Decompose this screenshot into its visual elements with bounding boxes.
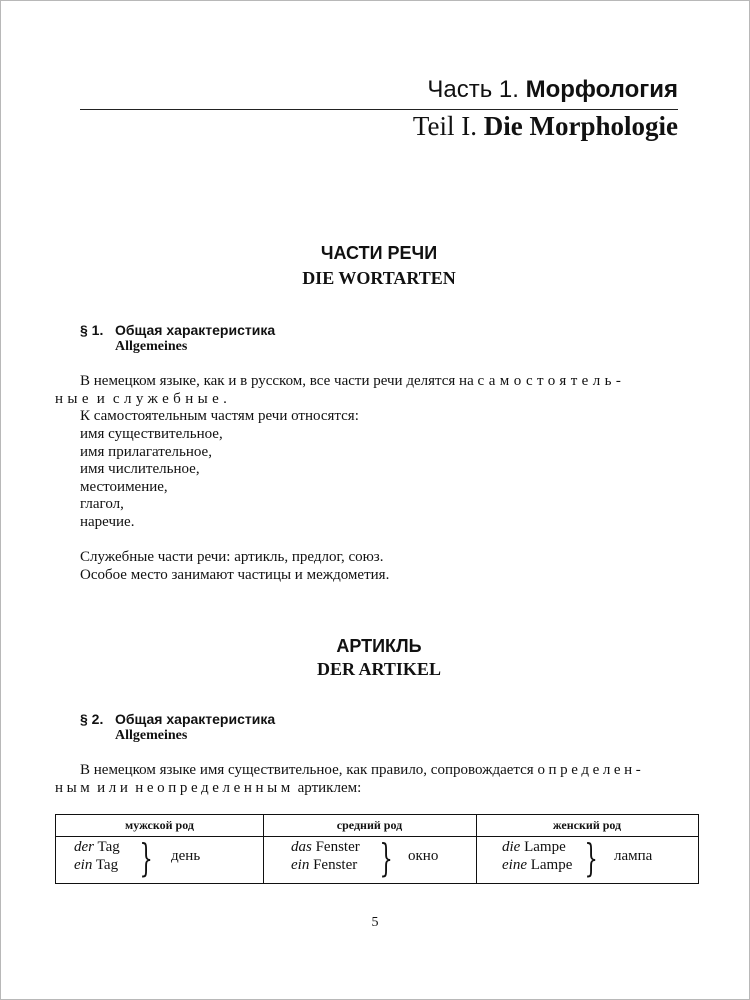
- header-neuter: средний род: [336, 818, 403, 832]
- fem-brace: }: [584, 836, 598, 880]
- list-item: имя числительное,: [80, 461, 200, 477]
- list-item: имя существительное,: [80, 426, 223, 442]
- neut-def-noun: Fenster: [315, 839, 360, 855]
- masc-brace: }: [139, 836, 153, 880]
- fem-def-noun: Lampe: [524, 839, 566, 855]
- section2-line2: [55, 780, 361, 798]
- part-title-de: [413, 111, 678, 142]
- paragraph1-line2-emph2: служебные: [112, 391, 224, 407]
- neut-def-article: das: [291, 839, 312, 855]
- paragraph4: Особое место занимают частицы и междометия.: [80, 567, 390, 583]
- paragraph2-number: § 2.: [80, 711, 104, 727]
- part-title-ru: [427, 76, 678, 104]
- header-feminine: женский род: [552, 818, 622, 832]
- neut-definite: [291, 839, 360, 856]
- masc-def-article: der: [74, 839, 94, 855]
- paragraph1-subtitle: Allgemeines: [115, 339, 188, 354]
- section2-line1-text: В немецком языке имя существительное, как правило, сопровождается: [80, 762, 534, 778]
- paragraph1-line1-emph: самостоятель-: [477, 373, 626, 389]
- masc-def-noun: Tag: [97, 839, 120, 855]
- paragraph1-number: § 1.: [80, 322, 104, 338]
- neut-indef-article: ein: [291, 857, 310, 873]
- part-name-ru: Морфология: [525, 76, 678, 103]
- section2-line2-end: артиклем:: [297, 780, 362, 796]
- paragraph2-subtitle: Allgemeines: [115, 728, 188, 743]
- fem-indef-noun: Lampe: [530, 857, 573, 873]
- header-masculine: мужской род: [125, 818, 194, 832]
- paragraph1-line1-text: В немецком языке, как и в русском, все части речи делятся на: [80, 373, 474, 389]
- fem-definite: [502, 839, 566, 856]
- section1-title-de: DIE WORTARTEN: [302, 268, 456, 288]
- section2-title-de: DER ARTIKEL: [317, 659, 441, 679]
- part-name-de: Die Morphologie: [483, 111, 678, 141]
- section2-line2-mid: или: [97, 780, 132, 796]
- list-item: имя прилагательное,: [80, 444, 212, 460]
- masc-indef-noun: Tag: [95, 857, 119, 873]
- paragraph2-title: Общая характеристика: [115, 711, 276, 727]
- masc-gloss: день: [171, 848, 201, 864]
- paragraph1-line2-end: .: [223, 391, 227, 407]
- part-prefix-de: Teil I.: [412, 111, 478, 141]
- section2-line1: [80, 762, 644, 780]
- paragraph2-intro: К самостоятельным частям речи относятся:: [80, 408, 359, 424]
- list-item: местоимение,: [80, 479, 168, 495]
- page-number: 5: [371, 915, 379, 930]
- section1-title-ru: ЧАСТИ РЕЧИ: [320, 243, 438, 263]
- fem-indef-article: eine: [502, 857, 527, 873]
- paragraph1-title: Общая характеристика: [115, 322, 276, 338]
- fem-gloss: лампа: [614, 848, 653, 864]
- neut-gloss: окно: [408, 848, 439, 864]
- section2-line2-emph2: неопределенным: [135, 780, 294, 796]
- paragraph3: Служебные части речи: артикль, предлог, союз.: [80, 549, 384, 565]
- fem-def-article: die: [502, 839, 521, 855]
- part-prefix-ru: Часть 1.: [427, 76, 519, 103]
- masc-definite: [74, 839, 120, 856]
- section2-title-ru: АРТИКЛЬ: [336, 636, 422, 656]
- paragraph1-line2-mid: и: [96, 391, 110, 407]
- list-item: наречие.: [80, 514, 135, 530]
- header-rule: [80, 109, 678, 110]
- section2-line2-emph1: ным: [55, 780, 94, 796]
- fem-indefinite: [502, 857, 572, 874]
- paragraph1-line2-emph1: ные: [55, 391, 93, 407]
- neut-indef-noun: Fenster: [313, 857, 358, 873]
- neut-brace: }: [379, 836, 393, 880]
- paragraph1-line2: [55, 391, 227, 409]
- paragraph1-line1: [80, 373, 625, 391]
- masc-indef-article: ein: [74, 857, 93, 873]
- list-item: глагол,: [80, 496, 124, 512]
- neut-indefinite: [291, 857, 357, 874]
- section2-line1-emph: определен-: [537, 762, 645, 778]
- masc-indefinite: [74, 857, 118, 874]
- article-table: [55, 814, 699, 884]
